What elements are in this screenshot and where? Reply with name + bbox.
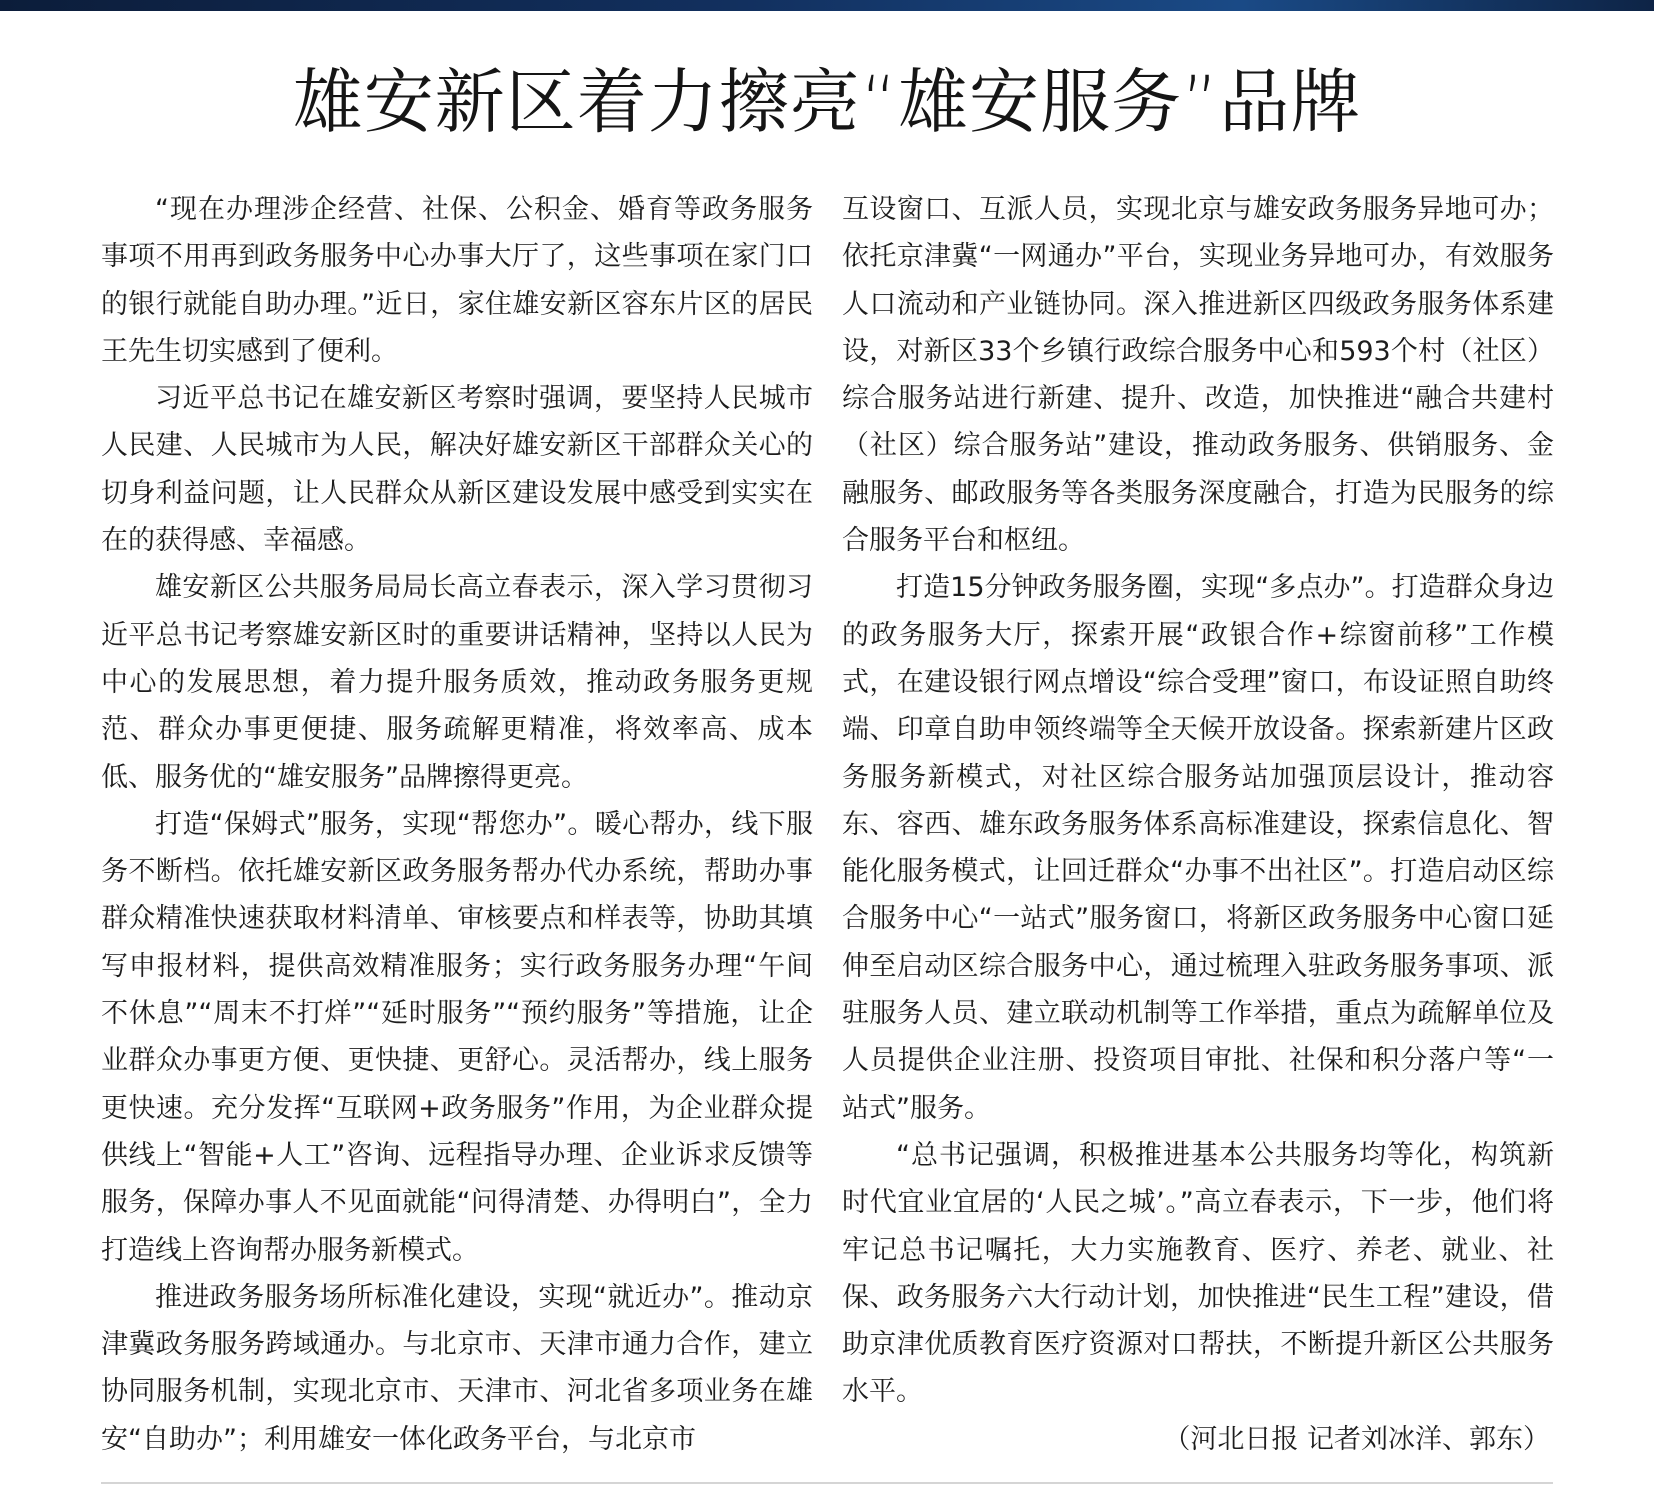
- article-byline: （河北日报 记者刘冰洋、郭东）: [1163, 1423, 1550, 1455]
- top-banner-bar: [0, 0, 1654, 11]
- article-paragraph: 打造15分钟政务服务圈，实现“多点办”。打造群众身边的政务服务大厅，探索开展“政银合作+综窗前移”工作模式，在建设银行网点增设“综合受理”窗口，布设证照自助终端、印章自助申领终端等全天候开放设备。探索新建片区政务服务新模式，对社区综合服务站加强顶层设计，推动容东、容西、雄东政务服务体系高标准建设，探索信息化、智能化服务模式，让回迁群众“办事不出社区”。打造启动区综合服务中心“一站式”服务窗口，将新区政务服务中心窗口延伸至启动区综合服务中心，通过梳理入驻政务服务事项、派驻服务人员、建立联动机制等工作举措，重点为疏解单位及人员提供企业注册、投资项目审批、社保和积分落户等“一站式”服务。: [842, 572, 1554, 1124]
- bottom-divider: [101, 1482, 1553, 1484]
- article-paragraph: 打造“保姆式”服务，实现“帮您办”。暖心帮办，线下服务不断档。依托雄安新区政务服务帮办代办系统，帮助办事群众精准快速获取材料清单、审核要点和样表等，协助其填写申报材料，提供高效精准服务；实行政务服务办理“午间不休息”“周末不打烊”“延时服务”“预约服务”等措施，让企业群众办事更方便、更快捷、更舒心。灵活帮办，线上服务更快速。充分发挥“互联网+政务服务”作用，为企业群众提供线上“智能+人工”咨询、远程指导办理、企业诉求反馈等服务，保障办事人不见面就能“问得清楚、办得明白”，全力打造线上咨询帮办服务新模式。: [101, 808, 813, 1266]
- article-paragraph: 推进政务服务场所标准化建设，实现“就近办”。推动京津冀政务服务跨域通办。与北京市、天津市通力合作，建立协同服务机制，实现北京市、天津市、河北省多项业务在雄安“自助办”；利用雄安一体化政务平台，与北京市: [101, 1281, 813, 1455]
- article-title: 雄安新区着力擦亮“雄安服务”品牌: [292, 61, 1362, 143]
- article-paragraph-continued: 互设窗口、互派人员，实现北京与雄安政务服务异地可办；依托京津冀“一网通办”平台，实现业务异地可办，有效服务人口流动和产业链协同。深入推进新区四级政务服务体系建设，对新区33个乡镇行政综合服务中心和593个村（社区）综合服务站进行新建、提升、改造，加快推进“融合共建村（社区）综合服务站”建设，推动政务服务、供销服务、金融服务、邮政服务等各类服务深度融合，打造为民服务的综合服务平台和枢纽。: [842, 194, 1554, 557]
- article-paragraph: 雄安新区公共服务局局长高立春表示，深入学习贯彻习近平总书记考察雄安新区时的重要讲话精神，坚持以人民为中心的发展思想，着力提升服务质效，推动政务服务更规范、群众办事更便捷、服务疏解更精准，将效率高、成本低、服务优的“雄安服务”品牌擦得更亮。: [101, 572, 813, 793]
- article-paragraph: 习近平总书记在雄安新区考察时强调，要坚持人民城市人民建、人民城市为人民，解决好雄安新区干部群众关心的切身利益问题，让人民群众从新区建设发展中感受到实实在在的获得感、幸福感。: [101, 383, 813, 557]
- article-column-right: [842, 186, 1554, 1463]
- article-column-left: [101, 186, 813, 1463]
- article-paragraph: “现在办理涉企经营、社保、公积金、婚育等政务服务事项不用再到政务服务中心办事大厅了，这些事项在家门口的银行就能自助办理。”近日，家住雄安新区容东片区的居民王先生切实感到了便利。: [101, 194, 813, 367]
- article-paragraph: “总书记强调，积极推进基本公共服务均等化，构筑新时代宜业宜居的‘人民之城’。”高立春表示，下一步，他们将牢记总书记嘱托，大力实施教育、医疗、养老、就业、社保、政务服务六大行动计划，加快推进“民生工程”建设，借助京津优质教育医疗资源对口帮扶，不断提升新区公共服务水平。: [842, 1139, 1554, 1408]
